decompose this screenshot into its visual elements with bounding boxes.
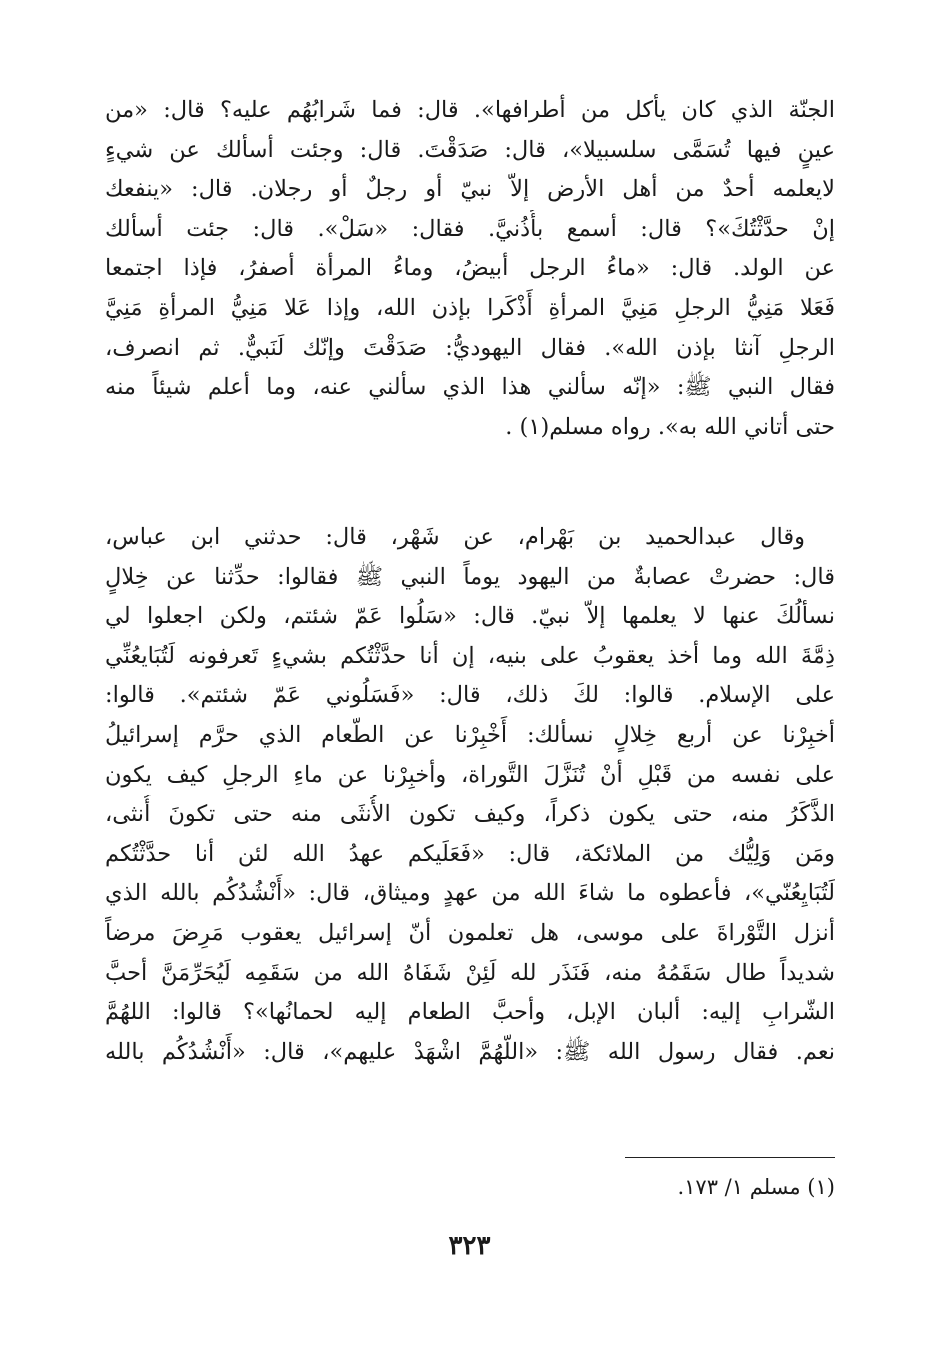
text-line: عينٍ فيها تُسَمَّى سلسبيلا»، قال: صَدَقْتَ. قال: وجئت أسألك عن شيءٍ (105, 136, 835, 163)
footnote-divider (625, 1157, 835, 1158)
text-line: ومَن وَلِيُّك من الملائكة، قال: «فَعَلَيكم عهدُ الله لئن أنا حدَّثْتُكم (105, 840, 835, 867)
text-line: شديداً طال سَقَمُهُ منه، فَنَذَر لله لَئِنْ شَفَاهُ الله من سَقَمِه لَيُحَرِّمَنَّ أحبَّ (105, 959, 835, 986)
text-line: حتى أتاني الله به». رواه مسلم(١) . (505, 413, 835, 440)
text-line: قال: حضرتْ عصابةٌ من اليهود يوماً النبي ﷺ فقالوا: حدِّثنا عن خِلالٍ (105, 563, 835, 590)
text-line: فقال النبي ﷺ: «إنّه سألني هذا الذي سألني عنه، وما أعلم شيئاً منه (105, 374, 835, 401)
text-line: عن الولد. قال: «ماءُ الرجل أبيضُ، وماءُ المرأة أصفرُ، فإذا اجتمعا (105, 255, 835, 282)
text-line: لايعلمه أحدٌ من أهل الأرض إلاّ نبيّ أو رجلٌ أو رجلان. قال: «ينفعك (105, 176, 835, 203)
text-line: الجنّة الذي كان يأكل من أطرافها». قال: فما شَرابُهُم عليه؟ قال: «من (105, 97, 835, 123)
text-line: ذِمَّةَ الله وما أخذ يعقوبُ على بنيه، إن أنا حدَّثْتُكم بشيءٍ تَعرفونه لَتُبَايعُنِّي (105, 642, 835, 669)
paragraph-1 (105, 91, 835, 447)
footnote: (١) مسلم ١/ ١٧٣. (677, 1175, 835, 1199)
text-line: على نفسه من قَبْلِ أنْ تُنَزَّلَ التَّوراة، وأخبِرْنا عن ماءِ الرجلِ كيف يكون (105, 761, 835, 788)
text-line: وقال عبدالحميد بن بَهْرام، عن شَهْر، قال: حدثني ابن عباس، (105, 524, 805, 550)
text-line: فَعَلا مَنِيُّ الرجلِ مَنِيَّ المرأةِ أَذْكَرا بإذن الله، وإذا عَلا مَنِيُّ المرأةِ مَنِيَّ (105, 294, 835, 321)
text-line: الشّرابِ إليه: ألبان الإبل، وأحبَّ الطعام إليه لحمانُها»؟ قالوا: اللهُمَّ (105, 999, 835, 1026)
text-line: لَتُبَايِعُنّي»، فأعطوه ما شاءَ الله من عهدٍ وميثاق، قال: «أَنْشُدُكُم بالله الذي (105, 880, 835, 907)
text-line: الرجلِ آنثا بإذن الله». فقال اليهوديُّ: صَدَقْتَ وإنّك لَنَبيٌّ. ثم انصرف، (105, 334, 835, 361)
page-number: ٣٢٣ (448, 1231, 491, 1261)
text-line: إنْ حدَّثْتُكَ»؟ قال: أسمع بأُذُنيَّ. فقال: «سَلْ». قال: جئت أسألك (105, 215, 835, 242)
text-line: أنزل التَّوْراةَ على موسى، هل تعلمون أنّ إسرائيل يعقوب مَرِضَ مرضاً (105, 919, 835, 946)
text-line: نسألُكَ عنها لا يعلمها إلاّ نبيّ. قال: «سَلُوا عَمّ شئتم، ولكن اجعلوا لي (105, 603, 835, 630)
text-line: أخبِرْنا عن أربع خِلالٍ نسألك: أَخْبِرْنا عن الطّعام الذي حرَّم إسرائيلُ (105, 721, 835, 748)
paragraph-2 (105, 518, 835, 1072)
text-line: على الإسلام. قالوا: لكَ ذلك، قال: «فَسَلُوني عَمّ شئتم». قالوا: (105, 682, 835, 709)
text-line: نعم. فقال رسول الله ﷺ: «اللّهُمَّ اشْهَدْ عليهم»، قال: «أَنْشُدُكُم بالله (105, 1038, 835, 1065)
text-line: الذَّكَرُ منه، حتى يكون ذكراً، وكيف تكون الأُنثَى منه حتى تكونَ أُنثى، (105, 801, 835, 828)
